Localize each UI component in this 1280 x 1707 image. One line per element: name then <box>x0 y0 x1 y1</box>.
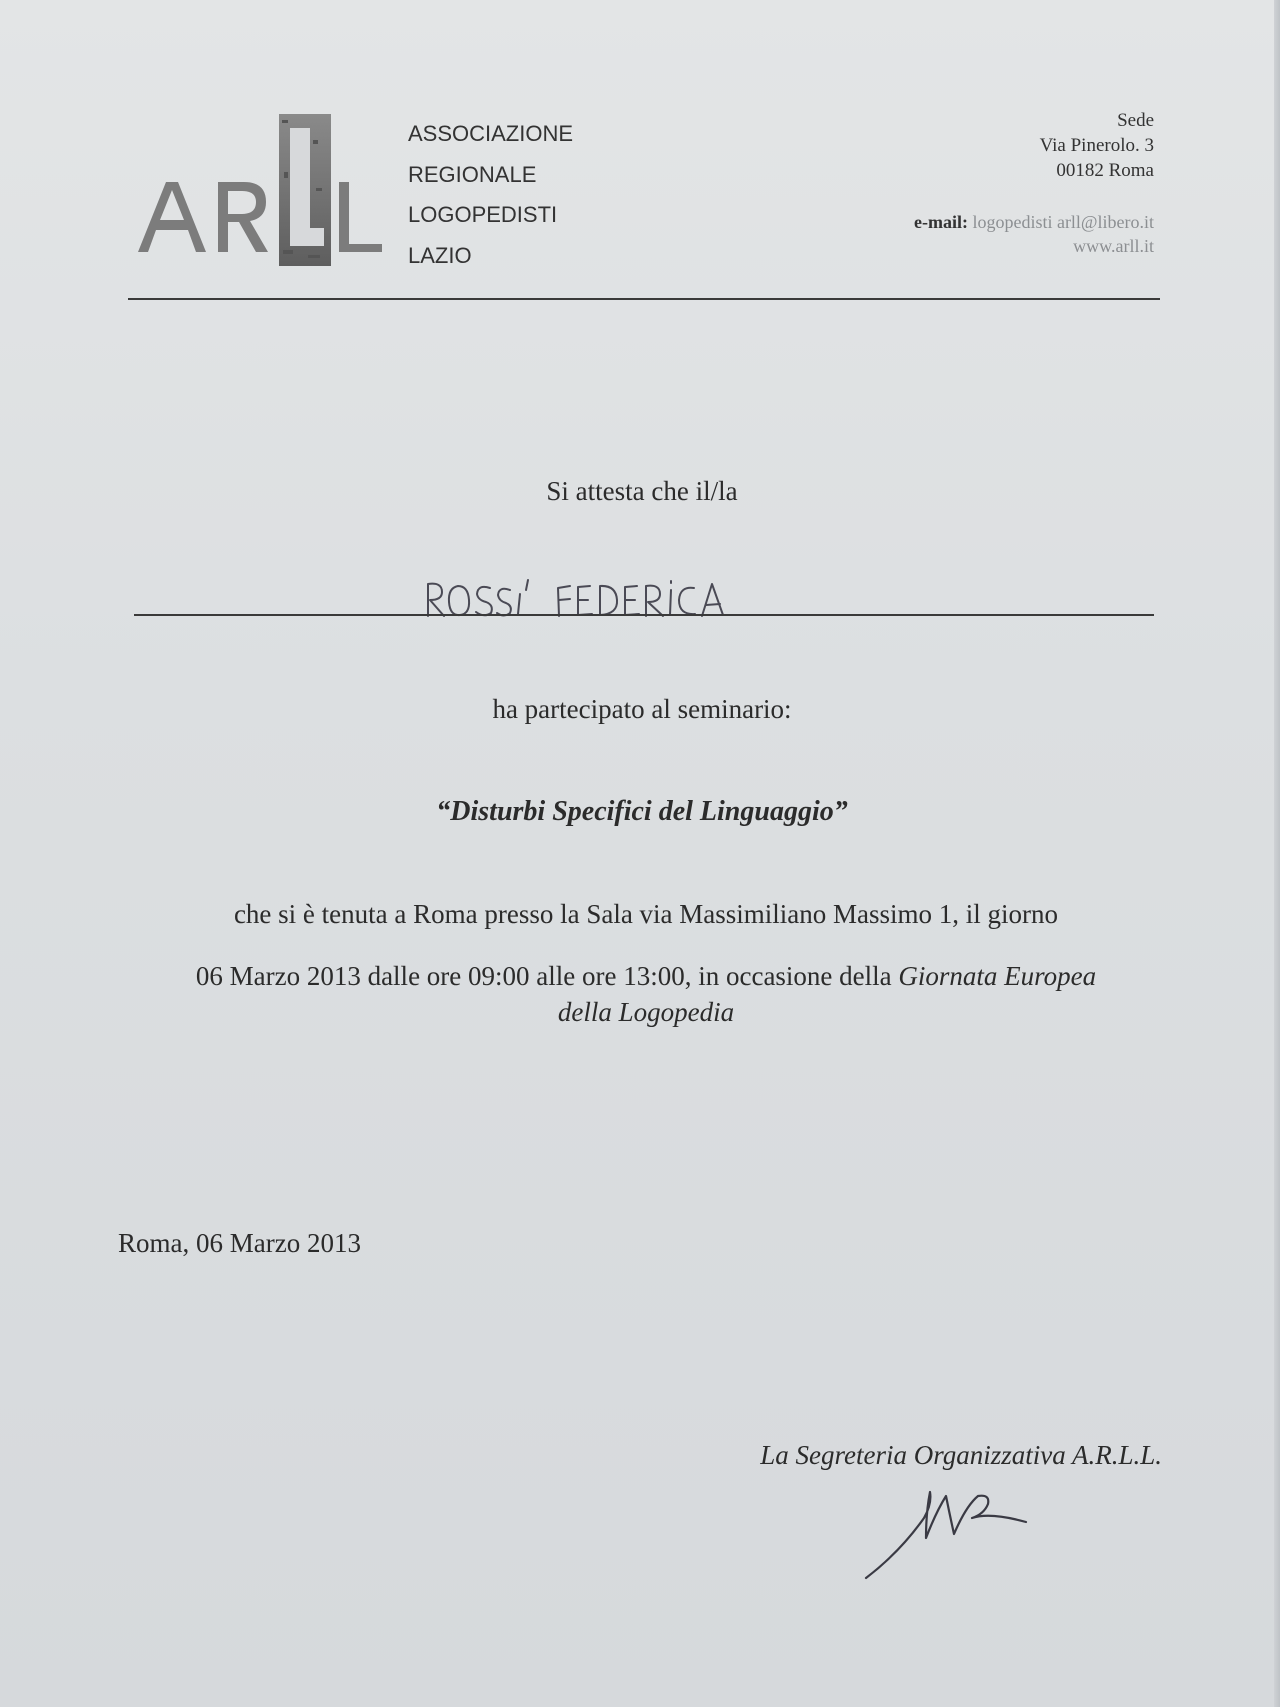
handwritten-signature <box>860 1482 1040 1582</box>
occasion-line-2: della Logopedia <box>557 997 735 1027</box>
contact-block <box>914 210 1154 258</box>
email-address: logopedisti arll@libero.it <box>972 212 1154 232</box>
date-occasion-text <box>6 958 1280 1030</box>
header-divider <box>128 298 1160 300</box>
participant-name-handwritten <box>420 572 750 624</box>
arll-logo <box>132 110 394 275</box>
secretariat-signoff: La Segreteria Organizzativa A.R.L.L. <box>760 1440 1162 1470</box>
location-text: che si è tenuta a Roma presso la Sala via Massimiliano Massimo 1, il giorno <box>233 899 1059 929</box>
org-line-1: ASSOCIAZIONE <box>408 121 574 146</box>
address-label: Sede <box>1117 110 1154 131</box>
occasion-line-1: Giornata Europea <box>898 961 1097 991</box>
name-underline <box>134 614 1154 616</box>
address-street: Via Pinerolo. 3 <box>1039 135 1154 156</box>
email-label: e-mail: <box>913 212 968 232</box>
organization-name <box>408 114 573 276</box>
attest-text: Si attesta che il/la <box>546 476 738 506</box>
participated-text: ha partecipato al seminario: <box>492 694 792 724</box>
date-text: 06 Marzo 2013 dalle ore 09:00 alle ore 13:00, in occasione della <box>195 961 899 991</box>
address-city: 00182 Roma <box>1056 160 1154 181</box>
org-line-4: LAZIO <box>408 242 472 268</box>
seminar-title: “Disturbi Specifici del Linguaggio” <box>436 796 848 827</box>
place-date: Roma, 06 Marzo 2013 <box>118 1228 361 1258</box>
org-line-3: LOGOPEDISTI <box>408 202 558 227</box>
paper-edge-shadow <box>1274 0 1280 1707</box>
address-block <box>1040 108 1154 183</box>
website: www.arll.it <box>1073 236 1154 256</box>
org-line-2: REGIONALE <box>408 161 537 187</box>
